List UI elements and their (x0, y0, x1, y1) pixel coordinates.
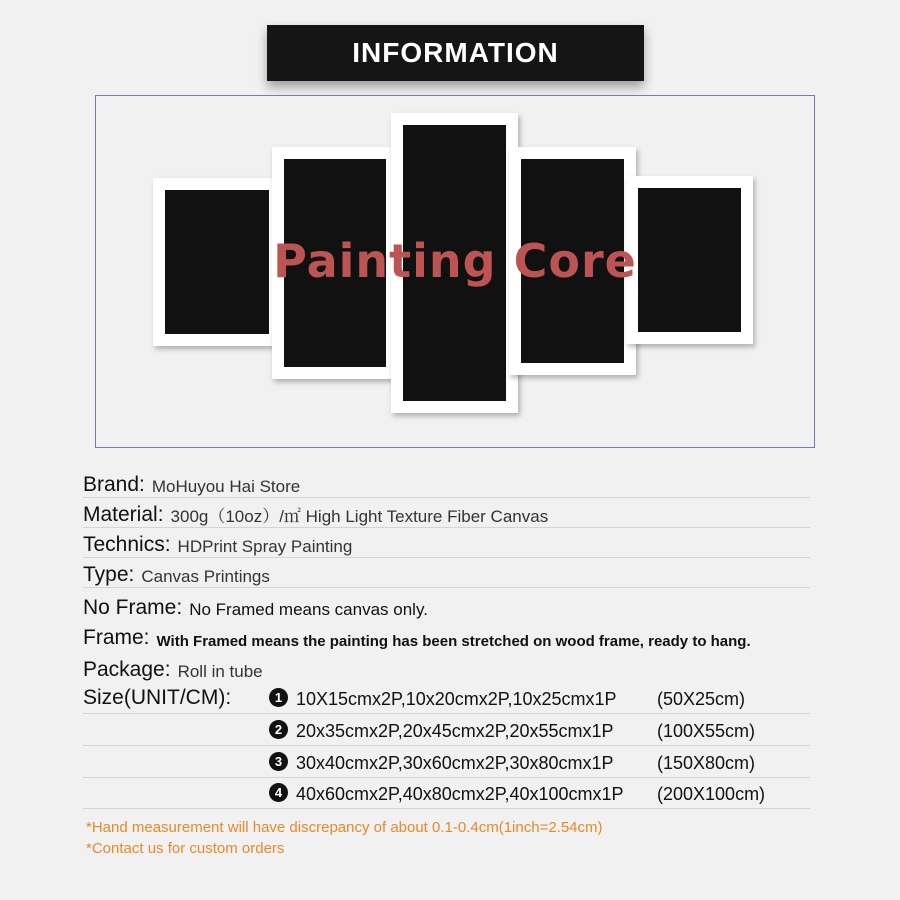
brand-value: MoHuyou Hai Store (151, 477, 301, 496)
size-total: (100X55cm) (657, 721, 756, 741)
number-1-icon: 1 (269, 688, 288, 707)
size-label: Size(UNIT/CM): (83, 686, 232, 709)
brand-row (83, 470, 810, 498)
no-frame-value: No Framed means canvas only. (189, 600, 428, 619)
size-total: (150X80cm) (657, 753, 756, 773)
size-row-3 (83, 747, 810, 778)
size-spec: 10X15cmx2P,10x20cmx2P,10x25cmx1P (296, 689, 617, 709)
custom-orders-note: *Contact us for custom orders (86, 840, 285, 857)
no-frame-row (83, 592, 810, 620)
no-frame-label: No Frame: (83, 596, 183, 619)
brand-label: Brand: (83, 473, 145, 496)
material-value: 300g（10oz）/㎡ High Light Texture Fiber Canvas (170, 507, 549, 526)
technics-value: HDPrint Spray Painting (177, 537, 353, 556)
material-row (83, 500, 810, 528)
banner-title: INFORMATION (352, 37, 559, 68)
size-total: (200X100cm) (657, 784, 766, 804)
size-spec: 40x60cmx2P,40x80cmx2P,40x100cmx1P (296, 784, 624, 804)
watermark-text: Painting Core (273, 234, 637, 288)
product-preview (95, 95, 815, 448)
information-banner (267, 25, 644, 81)
type-value: Canvas Printings (141, 567, 270, 586)
technics-label: Technics: (83, 533, 171, 556)
size-row-1 (83, 683, 810, 714)
measurement-note: *Hand measurement will have discrepancy of about 0.1-0.4cm(1inch=2.54cm) (86, 819, 603, 836)
package-value: Roll in tube (177, 662, 263, 681)
size-spec: 30x40cmx2P,30x60cmx2P,30x80cmx1P (296, 753, 614, 773)
number-3-icon: 3 (269, 752, 288, 771)
type-row (83, 560, 810, 588)
size-row-4 (83, 778, 810, 809)
frame-row (83, 623, 883, 650)
material-label: Material: (83, 503, 164, 526)
type-label: Type: (83, 563, 135, 586)
size-spec: 20x35cmx2P,20x45cmx2P,20x55cmx1P (296, 721, 614, 741)
technics-row (83, 530, 810, 558)
package-label: Package: (83, 658, 171, 681)
number-2-icon: 2 (269, 720, 288, 739)
size-total: (50X25cm) (657, 689, 746, 709)
frame-value: With Framed means the painting has been stretched on wood frame, ready to hang. (156, 633, 751, 650)
frame-label: Frame: (83, 626, 150, 649)
number-4-icon: 4 (269, 783, 288, 802)
package-row (83, 654, 810, 682)
size-row-2 (83, 715, 810, 746)
